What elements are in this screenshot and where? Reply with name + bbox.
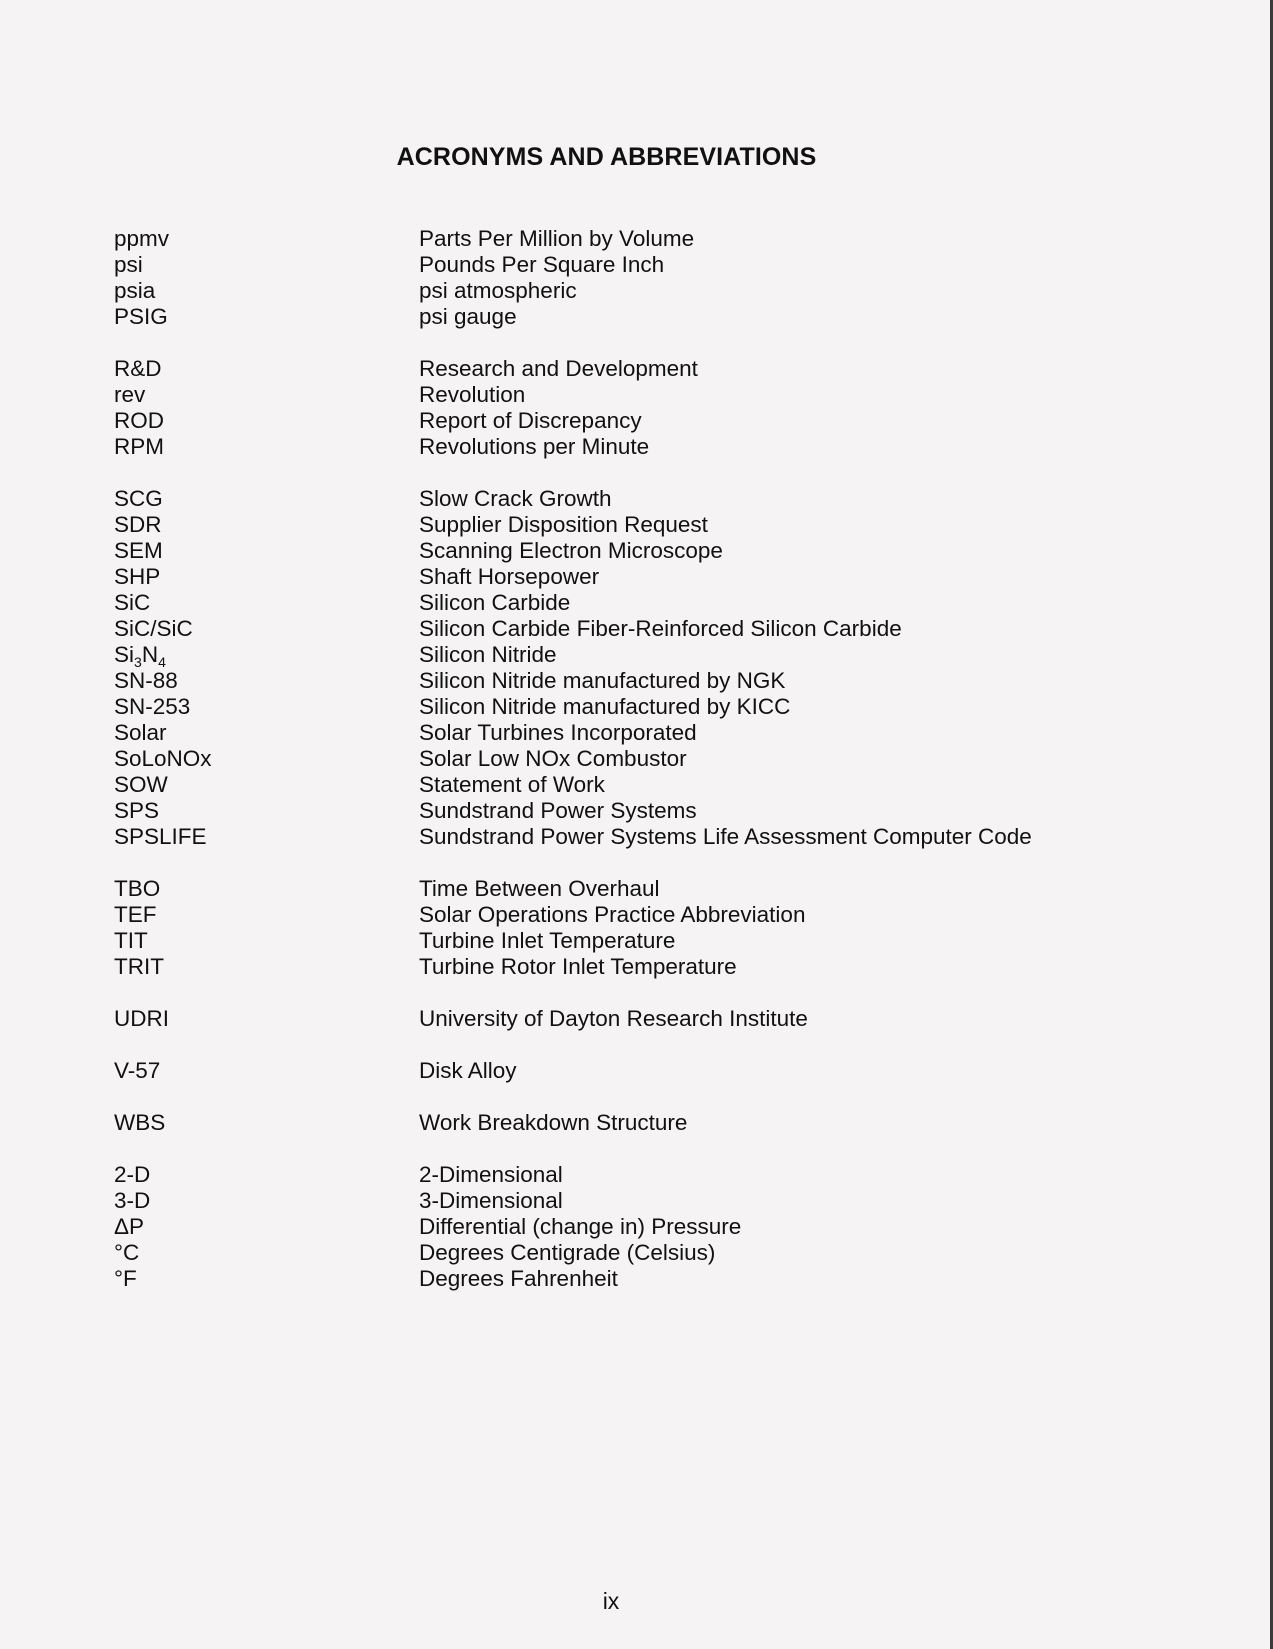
abbreviation-row <box>114 252 1214 278</box>
abbreviation-row <box>114 798 1214 824</box>
abbreviation-term: ROD <box>114 408 164 433</box>
abbreviation-term: TRIT <box>114 954 164 979</box>
abbreviation-row <box>114 1006 1214 1032</box>
abbreviation-row <box>114 720 1214 746</box>
abbreviation-term: SOW <box>114 772 168 797</box>
abbreviation-row <box>114 382 1214 408</box>
abbreviation-term: SN-88 <box>114 668 178 693</box>
abbreviation-term: °C <box>114 1240 140 1265</box>
abbreviation-definition: Time Between Overhaul <box>419 876 660 901</box>
abbreviation-group <box>114 486 1214 850</box>
abbreviation-definition: Silicon Nitride manufactured by NGK <box>419 668 786 693</box>
abbreviation-definition: Solar Low NOx Combustor <box>419 746 687 771</box>
abbreviation-term: RPM <box>114 434 164 459</box>
abbreviation-row <box>114 876 1214 902</box>
abbreviation-definition: psi gauge <box>419 304 517 329</box>
abbreviation-row <box>114 824 1214 850</box>
abbreviation-row <box>114 1188 1214 1214</box>
abbreviation-term: SEM <box>114 538 163 563</box>
abbreviation-definition: Degrees Centigrade (Celsius) <box>419 1240 716 1265</box>
abbreviation-definition: Sundstrand Power Systems Life Assessment Computer Code <box>419 824 1032 849</box>
abbreviation-row <box>114 902 1214 928</box>
abbreviation-definition: Turbine Inlet Temperature <box>419 928 676 953</box>
abbreviation-definition: Shaft Horsepower <box>419 564 600 589</box>
abbreviation-term: SPS <box>114 798 160 823</box>
abbreviation-group <box>114 1110 1214 1136</box>
page-title: ACRONYMS AND ABBREVIATIONS <box>396 143 817 171</box>
abbreviation-definition: psi atmospheric <box>419 278 577 303</box>
abbreviation-definition: Supplier Disposition Request <box>419 512 708 537</box>
abbreviation-group <box>114 226 1214 330</box>
abbreviation-row <box>114 356 1214 382</box>
abbreviation-row <box>114 512 1214 538</box>
abbreviation-row <box>114 928 1214 954</box>
abbreviation-definition: Parts Per Million by Volume <box>419 226 695 251</box>
abbreviation-definition: 2-Dimensional <box>419 1162 563 1187</box>
abbreviation-term: 3-D <box>114 1188 151 1213</box>
abbreviation-term: TBO <box>114 876 161 901</box>
abbreviation-definition: Solar Turbines Incorporated <box>419 720 697 745</box>
abbreviation-row <box>114 226 1214 252</box>
abbreviation-definition: Report of Discrepancy <box>419 408 642 433</box>
abbreviation-term: $Si_3N_4$ <box>114 642 166 670</box>
abbreviation-term: SiC <box>114 590 151 615</box>
abbreviation-term: psi <box>114 252 143 277</box>
abbreviation-definition: Silicon Carbide <box>419 590 571 615</box>
abbreviation-list <box>114 226 1214 1318</box>
abbreviation-term: rev <box>114 382 146 407</box>
abbreviation-group <box>114 1162 1214 1292</box>
abbreviation-row <box>114 1240 1214 1266</box>
abbreviation-row <box>114 564 1214 590</box>
abbreviation-definition: Revolutions per Minute <box>419 434 650 459</box>
page-number: ix <box>602 1588 620 1614</box>
abbreviation-definition: Scanning Electron Microscope <box>419 538 723 563</box>
abbreviation-row <box>114 642 1214 668</box>
abbreviation-term: V-57 <box>114 1058 161 1083</box>
abbreviation-definition: Turbine Rotor Inlet Temperature <box>419 954 737 979</box>
abbreviation-row <box>114 1266 1214 1292</box>
abbreviation-term: psia <box>114 278 156 303</box>
abbreviation-term: SHP <box>114 564 161 589</box>
abbreviation-row <box>114 1214 1214 1240</box>
abbreviation-term: ΔP <box>114 1214 145 1239</box>
abbreviation-row <box>114 1162 1214 1188</box>
abbreviation-term: 2-D <box>114 1162 151 1187</box>
abbreviation-term: SoLoNOx <box>114 746 212 771</box>
abbreviation-definition: Disk Alloy <box>419 1058 517 1083</box>
abbreviation-row <box>114 616 1214 642</box>
abbreviation-term: TEF <box>114 902 157 927</box>
abbreviation-definition: 3-Dimensional <box>419 1188 563 1213</box>
abbreviation-row <box>114 408 1214 434</box>
abbreviation-term: Solar <box>114 720 167 745</box>
abbreviation-definition: Statement of Work <box>419 772 605 797</box>
abbreviation-row <box>114 304 1214 330</box>
abbreviation-term: ppmv <box>114 226 170 251</box>
abbreviation-row <box>114 668 1214 694</box>
abbreviation-definition: Silicon Carbide Fiber-Reinforced Silicon Carbide <box>419 616 902 641</box>
abbreviation-definition: Work Breakdown Structure <box>419 1110 688 1135</box>
abbreviation-row <box>114 772 1214 798</box>
abbreviation-definition: Sundstrand Power Systems <box>419 798 697 823</box>
abbreviation-term: °F <box>114 1266 137 1291</box>
abbreviation-row <box>114 694 1214 720</box>
abbreviation-term: SiC/SiC <box>114 616 193 641</box>
abbreviation-definition: Silicon Nitride manufactured by KICC <box>419 694 791 719</box>
abbreviation-term: WBS <box>114 1110 166 1135</box>
abbreviation-term: SDR <box>114 512 162 537</box>
abbreviation-term: R&D <box>114 356 162 381</box>
abbreviation-row <box>114 954 1214 980</box>
abbreviation-group <box>114 876 1214 980</box>
abbreviation-definition: Research and Development <box>419 356 698 381</box>
abbreviation-row <box>114 1110 1214 1136</box>
abbreviation-term: SPSLIFE <box>114 824 207 849</box>
abbreviation-term: TIT <box>114 928 148 953</box>
abbreviation-definition: Solar Operations Practice Abbreviation <box>419 902 806 927</box>
abbreviation-definition: Pounds Per Square Inch <box>419 252 665 277</box>
abbreviation-row <box>114 1058 1214 1084</box>
abbreviation-row <box>114 278 1214 304</box>
abbreviation-row <box>114 590 1214 616</box>
abbreviation-group <box>114 1006 1214 1032</box>
abbreviation-term: PSIG <box>114 304 168 329</box>
abbreviation-row <box>114 486 1214 512</box>
abbreviation-row <box>114 434 1214 460</box>
abbreviation-row <box>114 538 1214 564</box>
abbreviation-term: SN-253 <box>114 694 191 719</box>
abbreviation-group <box>114 356 1214 460</box>
abbreviation-definition: University of Dayton Research Institute <box>419 1006 808 1031</box>
abbreviation-row <box>114 746 1214 772</box>
abbreviation-term: UDRI <box>114 1006 169 1031</box>
abbreviation-group <box>114 1058 1214 1084</box>
abbreviation-term: SCG <box>114 486 163 511</box>
abbreviation-definition: Silicon Nitride <box>419 642 557 667</box>
abbreviation-definition: Slow Crack Growth <box>419 486 612 511</box>
abbreviation-definition: Degrees Fahrenheit <box>419 1266 618 1291</box>
abbreviation-definition: Differential (change in) Pressure <box>419 1214 742 1239</box>
abbreviation-definition: Revolution <box>419 382 526 407</box>
